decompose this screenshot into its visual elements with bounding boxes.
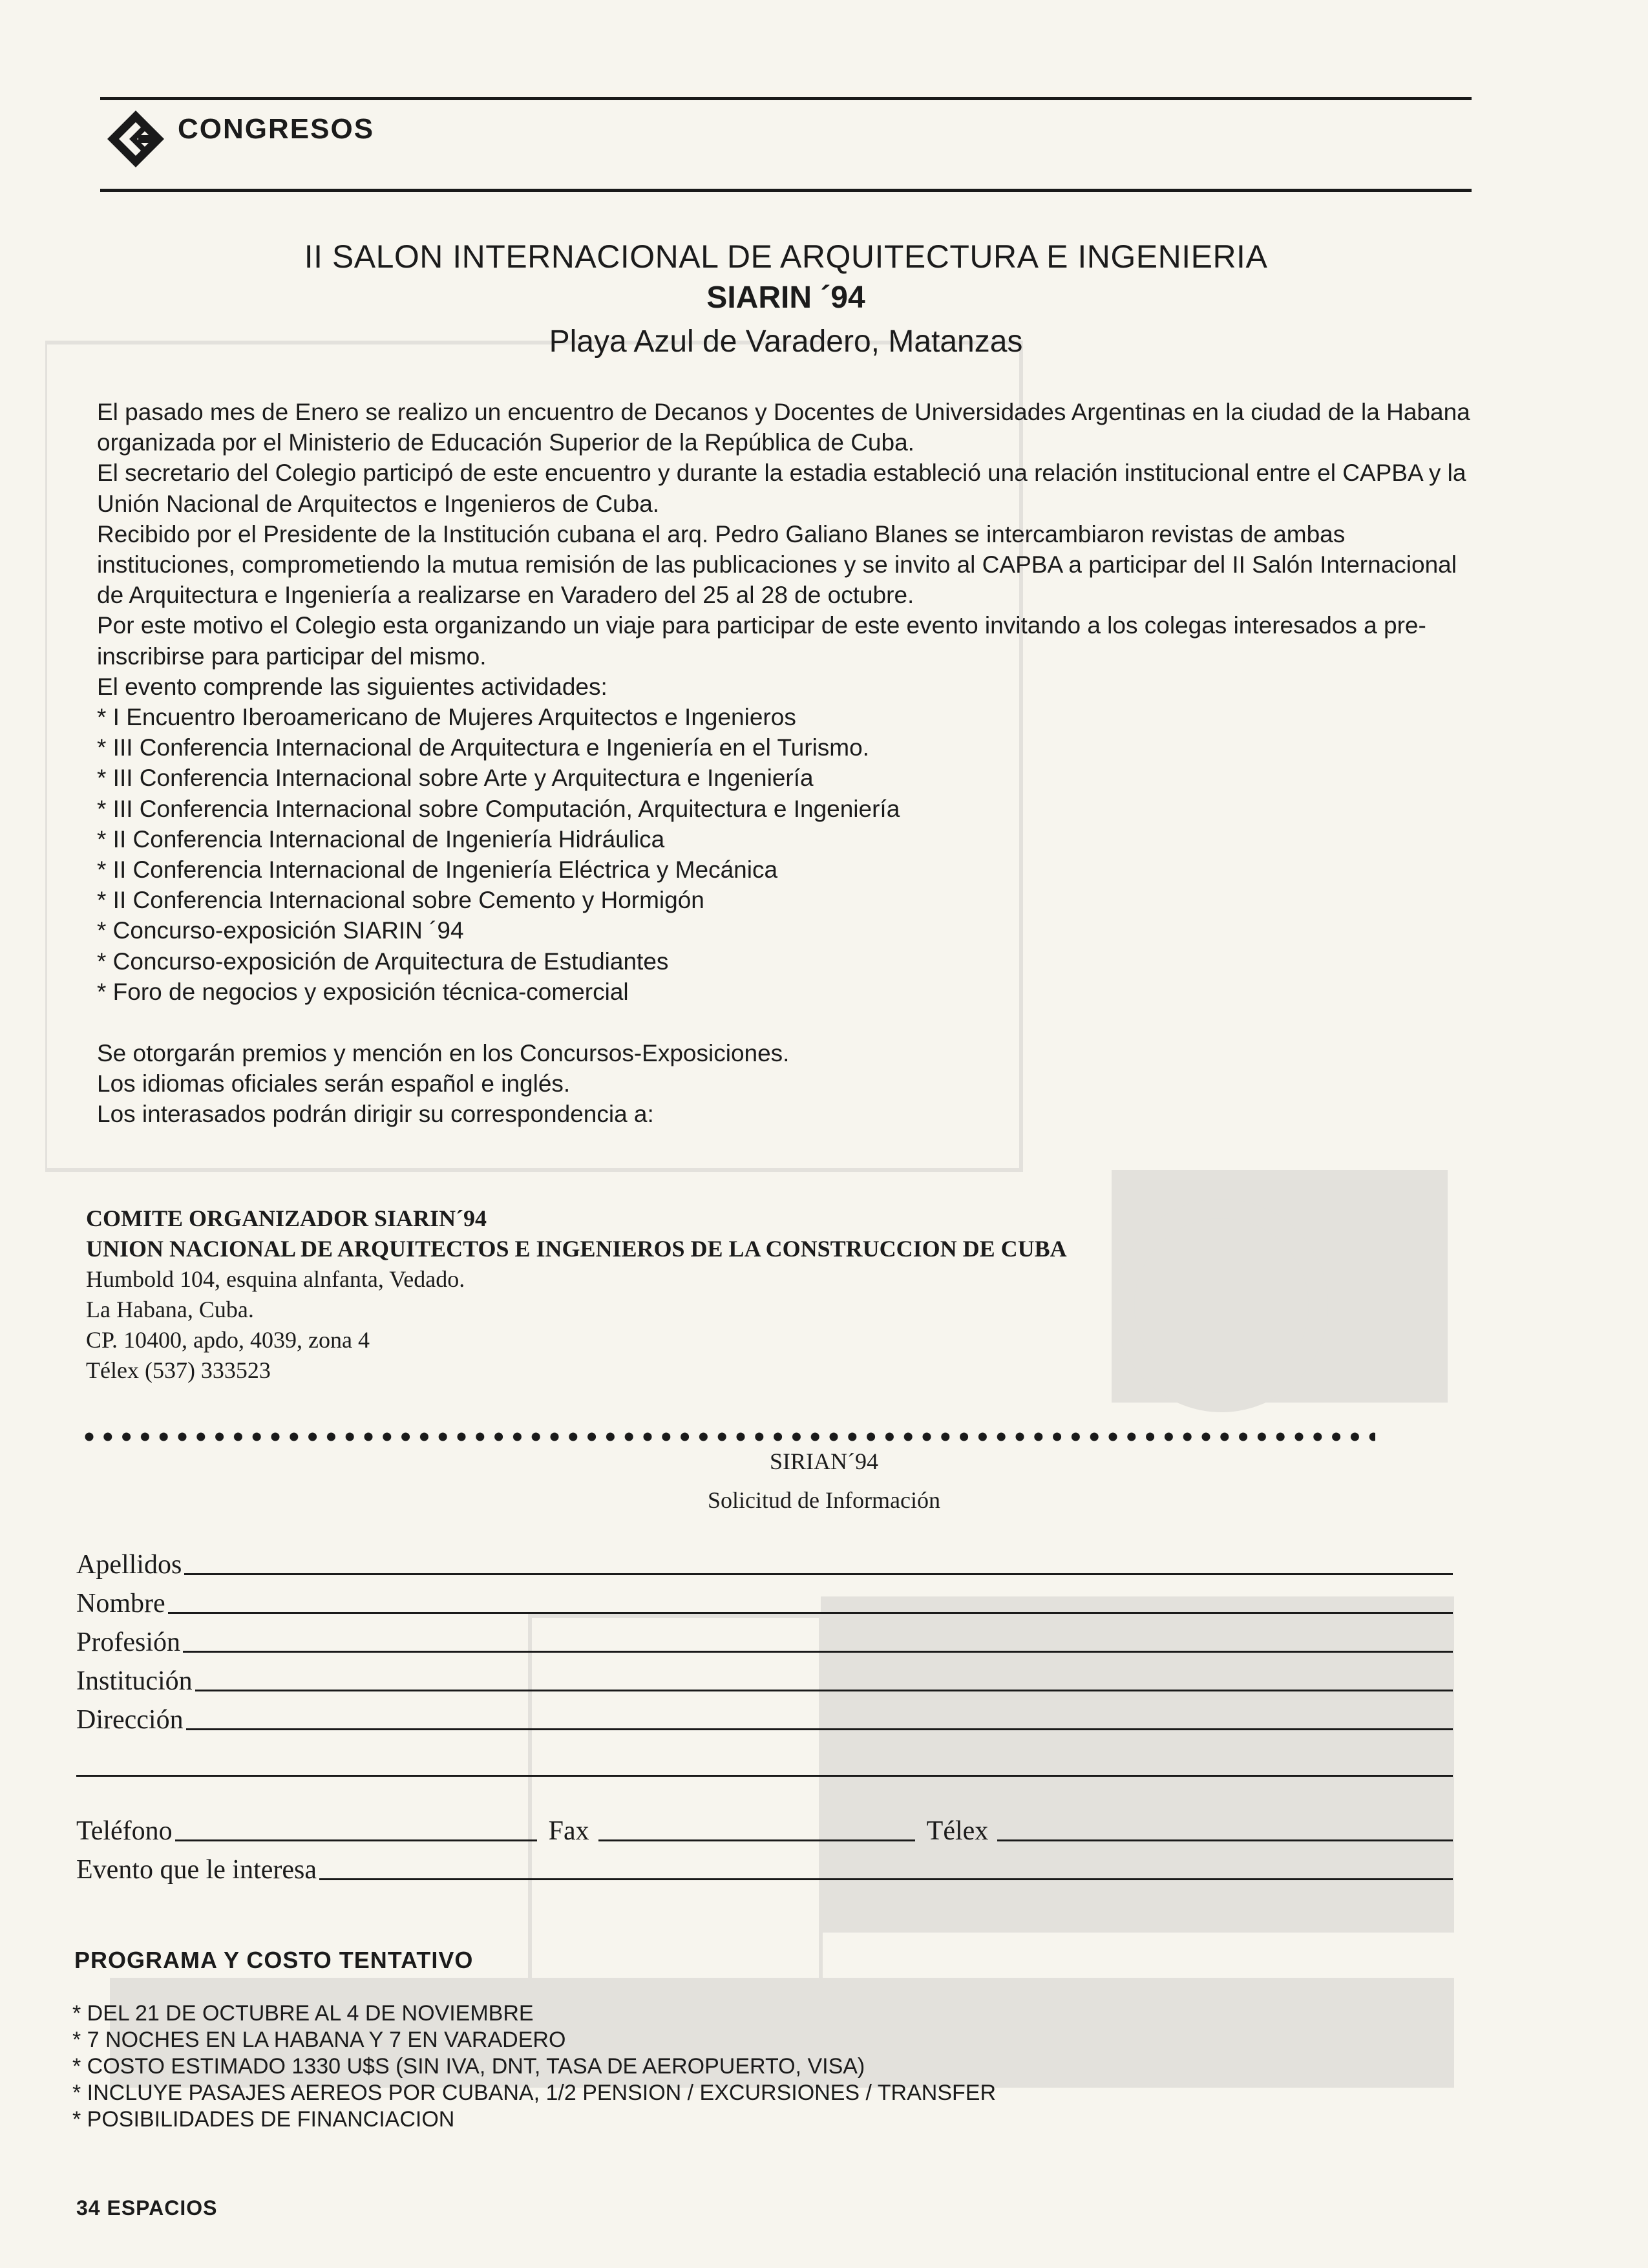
section-label: CONGRESOS	[178, 113, 375, 145]
organizer-name: COMITE ORGANIZADOR SIARIN´94	[86, 1205, 487, 1231]
congresos-logo-icon	[103, 107, 168, 171]
activities-list	[97, 702, 1477, 1007]
institucion-field[interactable]	[195, 1690, 1453, 1691]
telex-label: Télex	[926, 1816, 989, 1846]
list-item: * III Conferencia Internacional sobre Arte y Arquitectura e Ingeniería	[97, 765, 814, 792]
form-title: SIRIAN´94	[770, 1448, 878, 1474]
paragraph: El pasado mes de Enero se realizo un encuentro de Decanos y Docentes de Universidades Argentinas en la ciudad de la Habana organizada por el Ministerio de Educación Superior de la República de Cuba.	[97, 399, 1470, 456]
list-item: * Concurso-exposición SIARIN ´94	[97, 917, 464, 944]
form-row-institucion	[76, 1658, 1453, 1697]
header-top-rule	[100, 97, 1472, 100]
list-item: * Concurso-exposición de Arquitectura de Estudiantes	[97, 948, 669, 975]
paragraph: El secretario del Colegio participó de este encuentro y durante la estadia estableció una relación institucional entre el CAPBA y la Unión Nacional de Arquitectos e Ingenieros de Cuba.	[97, 460, 1466, 517]
institucion-label: Institución	[76, 1666, 193, 1696]
paragraph: Los interasados podrán dirigir su correspondencia a:	[97, 1101, 654, 1128]
list-item: * III Conferencia Internacional sobre Computación, Arquitectura e Ingeniería	[97, 795, 900, 822]
form-subtitle: Solicitud de Información	[708, 1487, 940, 1513]
form-row-nombre	[76, 1580, 1453, 1619]
list-item: * DEL 21 DE OCTUBRE AL 4 DE NOVIEMBRE	[72, 2001, 534, 2026]
paragraph: Recibido por el Presidente de la Institución cubana el arq. Pedro Galiano Blanes se intercambiaron revistas de ambas instituciones, comprometiendo la mutua remisión de las publicaciones y se invito al CAPBA a participar del II Salón Internacional de Arquitectura e Ingeniería a realizarse en Varadero del 25 al 28 de octubre.	[97, 520, 1457, 609]
list-item: * POSIBILIDADES DE FINANCIACION	[72, 2107, 455, 2132]
spacer	[97, 1007, 1477, 1038]
article-title-block	[100, 236, 1472, 363]
paragraph: Por este motivo el Colegio esta organizando un viaje para participar de este evento invitando a los colegas interesados a pre-inscribirse para participar del mismo.	[97, 612, 1426, 670]
nombre-field[interactable]	[168, 1612, 1453, 1614]
form-row-direccion-cont	[76, 1735, 1453, 1782]
profesion-label: Profesión	[76, 1627, 180, 1657]
evento-label: Evento que le interesa	[76, 1855, 317, 1885]
form-row-direccion	[76, 1697, 1453, 1735]
list-item: * I Encuentro Iberoamericano de Mujeres Arquitectos e Ingenieros	[97, 704, 796, 731]
dotted-divider	[83, 1426, 1375, 1448]
list-item: * II Conferencia Internacional sobre Cemento y Hormigón	[97, 887, 704, 914]
article-subtitle: SIARIN ´94	[706, 281, 865, 315]
evento-field[interactable]	[319, 1878, 1453, 1880]
list-item: * COSTO ESTIMADO 1330 U$S (SIN IVA, DNT, TASA DE AEROPUERTO, VISA)	[72, 2054, 865, 2079]
program-list	[72, 2000, 996, 2133]
city: La Habana, Cuba.	[86, 1297, 254, 1322]
list-item: * 7 NOCHES EN LA HABANA Y 7 EN VARADERO	[72, 2028, 566, 2052]
profesion-field[interactable]	[183, 1651, 1453, 1653]
direccion-field-extra[interactable]	[76, 1775, 1453, 1777]
telefono-field[interactable]	[175, 1839, 537, 1841]
list-item: * II Conferencia Internacional de Ingeniería Eléctrica y Mecánica	[97, 856, 778, 884]
form-row-contact	[76, 1782, 1453, 1847]
list-item: * II Conferencia Internacional de Ingeniería Hidráulica	[97, 825, 665, 853]
direccion-field[interactable]	[186, 1728, 1453, 1730]
article-title: II SALON INTERNACIONAL DE ARQUITECTURA E INGENIERIA	[304, 238, 1268, 275]
list-item: * Foro de negocios y exposición técnica-comercial	[97, 978, 629, 1005]
article-location: Playa Azul de Varadero, Matanzas	[549, 324, 1023, 359]
information-request-form	[76, 1542, 1453, 1885]
article-body	[97, 397, 1477, 1130]
apellidos-label: Apellidos	[76, 1550, 182, 1580]
nombre-label: Nombre	[76, 1589, 165, 1618]
telex-field[interactable]	[997, 1839, 1453, 1841]
paragraph: Los idiomas oficiales serán español e inglés.	[97, 1070, 571, 1097]
form-row-evento	[76, 1847, 1453, 1885]
paragraph: El evento comprende las siguientes actividades:	[97, 673, 607, 700]
organization-name: UNION NACIONAL DE ARQUITECTOS E INGENIEROS DE LA CONSTRUCCION DE CUBA	[86, 1236, 1067, 1262]
list-item: * III Conferencia Internacional de Arquitectura e Ingeniería en el Turismo.	[97, 734, 869, 761]
telefono-label: Teléfono	[76, 1816, 173, 1846]
page-footer: 34 ESPACIOS	[76, 2196, 218, 2220]
paragraph: Se otorgarán premios y mención en los Concursos-Exposiciones.	[97, 1040, 790, 1067]
program-title: PROGRAMA Y COSTO TENTATIVO	[74, 1947, 474, 1973]
telex-number: Télex (537) 333523	[86, 1357, 271, 1383]
header-bottom-rule	[100, 189, 1472, 192]
contact-address	[86, 1203, 1443, 1386]
street-address: Humbold 104, esquina alnfanta, Vedado.	[86, 1266, 465, 1292]
list-item: * INCLUYE PASAJES AEREOS POR CUBANA, 1/2 PENSION / EXCURSIONES / TRANSFER	[72, 2081, 997, 2105]
direccion-label: Dirección	[76, 1705, 184, 1735]
apellidos-field[interactable]	[184, 1573, 1453, 1575]
postal-code: CP. 10400, apdo, 4039, zona 4	[86, 1327, 370, 1353]
fax-field[interactable]	[598, 1839, 915, 1841]
form-row-profesion	[76, 1619, 1453, 1658]
form-row-apellidos	[76, 1542, 1453, 1580]
fax-label: Fax	[548, 1816, 589, 1846]
